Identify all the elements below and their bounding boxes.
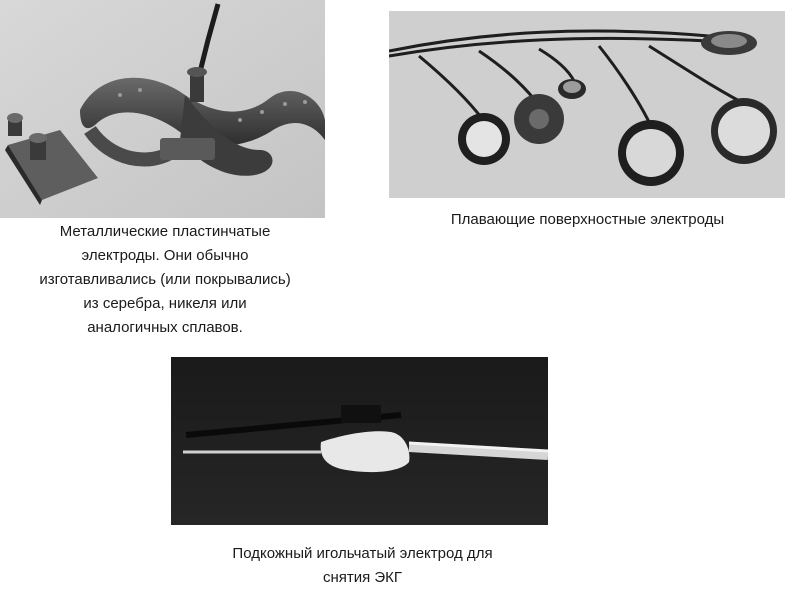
- metal-plates-caption: Металлические пластинчатые электроды. Они обычно изготавливались (или покрывались) из серебра, никеля или аналогичных сплавов.: [39, 223, 291, 336]
- floating-electrodes-caption: Плавающие поверхностные электроды: [450, 211, 725, 228]
- needle-electrode-caption: Подкожный игольчатый электрод для снятия ЭКГ: [232, 545, 493, 586]
- metal-plate-electrodes-photo: [0, 0, 325, 218]
- floating-surface-electrodes-photo: [389, 11, 785, 198]
- subcutaneous-needle-electrode-photo: [171, 357, 548, 525]
